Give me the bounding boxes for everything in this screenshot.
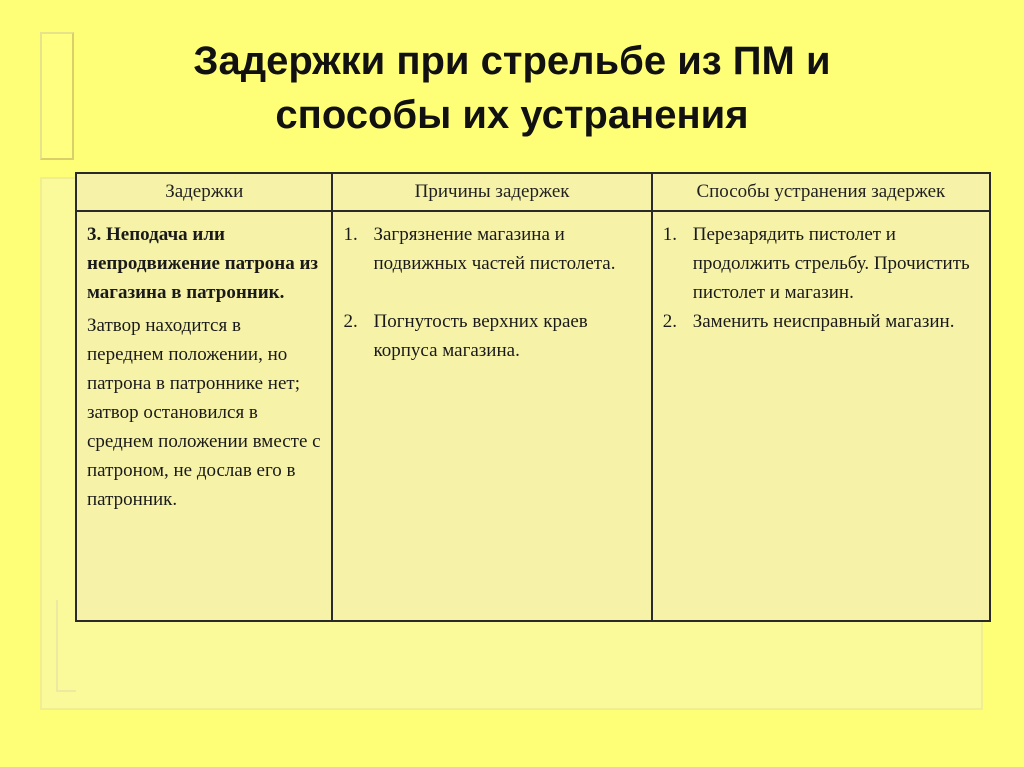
header-remedies: Способы устранения задержек xyxy=(652,173,990,211)
delay-description: Затвор находится в переднем положении, но патрона в патроннике нет; затвор остановился в среднем положении вместе с патроном, не дослав его в патронник. xyxy=(87,315,321,510)
slide-title-line-2: способы их устранения xyxy=(275,93,749,137)
table-row xyxy=(76,211,990,621)
remedy-item xyxy=(663,220,979,307)
header-causes: Причины задержек xyxy=(332,173,651,211)
remedy-number: 2. xyxy=(662,311,677,332)
header-delays: Задержки xyxy=(76,173,332,211)
causes-list xyxy=(343,220,640,365)
slide-title-line-1: Задержки при стрельбе из ПМ и xyxy=(193,39,831,83)
cause-number: 1. xyxy=(343,224,358,245)
cause-item xyxy=(343,220,640,278)
cause-number: 2. xyxy=(343,311,358,332)
delays-table xyxy=(75,172,991,622)
slide-title xyxy=(0,34,1024,142)
remedies-list xyxy=(663,220,979,336)
remedies-cell xyxy=(652,211,990,621)
cause-text: Погнутость верхних краев корпуса магазина. xyxy=(373,311,588,361)
causes-cell xyxy=(332,211,651,621)
cause-item xyxy=(343,307,640,365)
remedy-text: Заменить неисправный магазин. xyxy=(692,311,955,332)
remedy-text: Перезарядить пистолет и продолжить стрельбу. Прочистить пистолет и магазин. xyxy=(692,224,970,303)
table-header-row xyxy=(76,173,990,211)
decorative-frame-bottom xyxy=(56,600,76,692)
delay-title: 3. Неподача или непродвижение патрона из магазина в патронник. xyxy=(87,224,319,303)
remedy-item xyxy=(663,307,979,336)
remedy-number: 1. xyxy=(662,224,677,245)
delay-cell xyxy=(76,211,332,621)
cause-text: Загрязнение магазина и подвижных частей пистолета. xyxy=(373,224,616,274)
